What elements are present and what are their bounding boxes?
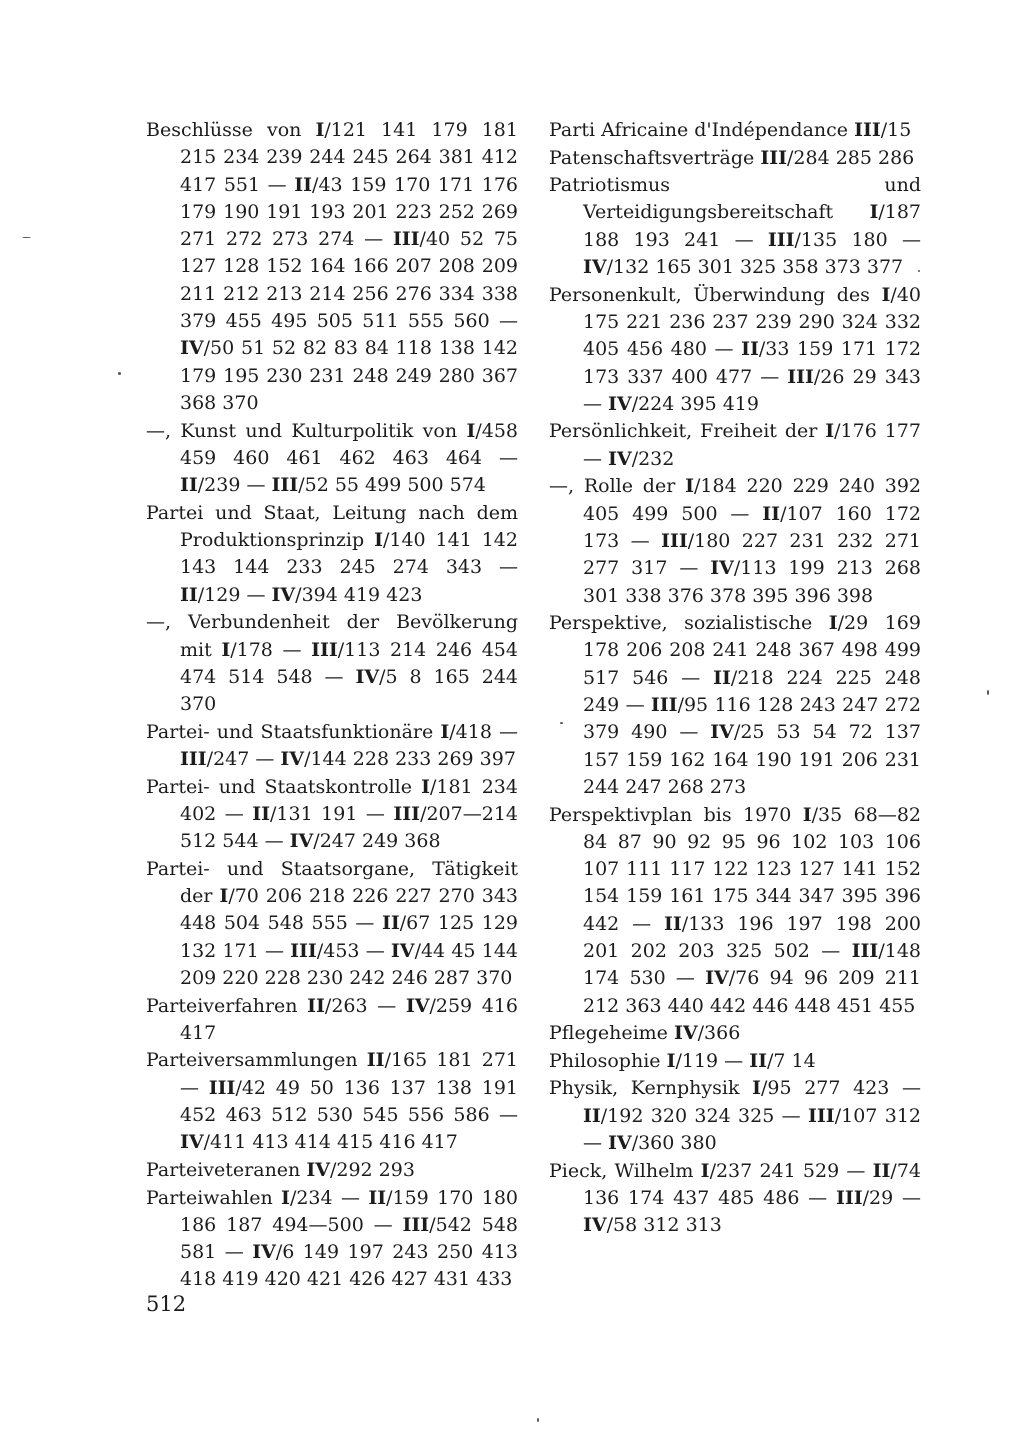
volume-number: I <box>700 1159 710 1182</box>
entry-text: /44 45 144 209 220 228 230 242 246 287 370 <box>180 939 518 989</box>
entry-text: Personenkult, Überwindung des <box>549 283 882 306</box>
entry-text: /76 94 96 209 211 212 363 440 442 446 448 451 455 <box>583 967 922 1017</box>
entry-text: /121 141 179 181 215 234 239 244 245 264 381 412 417 551 — <box>180 119 518 196</box>
volume-number: II <box>749 1049 767 1072</box>
volume-number: II <box>294 173 313 196</box>
entry-text: /95 116 128 243 247 272 379 490 — <box>583 694 921 744</box>
entry-text: /184 220 229 240 392 405 499 500 — <box>583 475 921 525</box>
volume-number: I <box>219 885 229 908</box>
volume-number: III <box>661 529 688 552</box>
index-entry <box>146 1185 518 1294</box>
entry-text: /453 — <box>316 939 391 962</box>
entry-text: /176 177 — <box>583 420 921 470</box>
index-entry <box>549 473 921 609</box>
entry-text: /187 188 193 241 — <box>583 201 921 251</box>
index-entry <box>549 1158 921 1240</box>
entry-text: /15 <box>880 119 912 141</box>
entry-text: Partei- und Staatsorgane, Tätigkeit der <box>146 857 518 908</box>
entry-text: /366 <box>697 1022 741 1045</box>
scan-speck <box>987 690 989 695</box>
index-entry <box>146 500 518 609</box>
volume-number: IV <box>705 967 729 990</box>
volume-number: III <box>271 474 299 497</box>
volume-number: I <box>221 638 231 661</box>
volume-number: III <box>835 1186 863 1209</box>
entry-text: /234 — <box>289 1186 369 1209</box>
volume-number: I <box>825 420 835 443</box>
entry-text: Perspektivplan bis 1970 <box>549 803 803 826</box>
entry-text: Pieck, Wilhelm <box>549 1159 701 1182</box>
volume-number: IV <box>583 1214 607 1237</box>
volume-number: IV <box>289 830 314 853</box>
index-entry <box>146 719 518 774</box>
volume-number: I <box>440 720 450 743</box>
entry-text: /224 395 419 <box>631 392 759 415</box>
entry-text: /29 169 178 206 208 241 248 367 498 499 517 546 — <box>583 612 921 689</box>
index-entry <box>549 802 921 1020</box>
entry-text: /360 380 <box>631 1131 717 1154</box>
entry-text: /26 29 343 — <box>583 365 921 415</box>
entry-text: /119 — <box>675 1049 750 1072</box>
entry-text: /131 191 — <box>270 802 394 825</box>
entry-text: —, Kunst und Kulturpolitik von <box>146 419 467 442</box>
entry-text: —, Rolle der <box>549 475 686 498</box>
entry-text: /418 — <box>449 720 518 743</box>
volume-number: I <box>281 1186 290 1209</box>
volume-number: IV <box>583 256 607 279</box>
index-entry <box>146 774 518 856</box>
entry-text: /129 — <box>197 583 272 606</box>
entry-text: /542 548 581 — <box>180 1213 518 1264</box>
entry-text: /43 159 170 171 176 179 190 191 193 201 223 252 269 271 272 273 274 — <box>180 173 518 251</box>
scan-speck <box>918 270 920 272</box>
entry-text: Physik, Kernphysik <box>549 1077 753 1100</box>
entry-text: /239 — <box>197 474 272 497</box>
volume-number: III <box>392 228 420 251</box>
index-entry <box>146 609 518 718</box>
volume-number: IV <box>355 665 380 688</box>
entry-text: /284 285 286 <box>786 146 915 169</box>
entry-text: Pflegeheime <box>549 1022 674 1045</box>
volume-number: II <box>583 1104 601 1127</box>
volume-number: IV <box>608 447 632 470</box>
scan-speck <box>560 722 563 724</box>
entry-text: /263 — <box>324 994 406 1017</box>
volume-number: III <box>402 1213 430 1236</box>
index-entry <box>146 1157 518 1184</box>
index-entry <box>549 145 921 172</box>
volume-number: II <box>307 994 325 1017</box>
entry-text: /7 14 <box>766 1049 816 1072</box>
entry-text: —, Verbundenheit der Bevölkerung mit <box>146 611 518 661</box>
index-entry <box>549 117 921 144</box>
volume-number: IV <box>710 721 734 744</box>
volume-number: IV <box>608 1131 632 1154</box>
volume-number: II <box>872 1159 891 1182</box>
volume-number: III <box>854 119 881 141</box>
entry-text: /148 174 530 — <box>583 939 921 990</box>
entry-text: Parteiwahlen <box>146 1186 282 1209</box>
entry-text: /67 125 129 132 171 — <box>180 912 518 962</box>
volume-number: IV <box>710 557 734 580</box>
volume-number: II <box>762 502 781 525</box>
entry-text: Partei- und Staatskontrolle <box>146 775 422 798</box>
index-entry <box>549 1075 921 1157</box>
entry-text: Parteiveteranen <box>146 1158 307 1181</box>
entry-text: /29 — <box>862 1186 921 1209</box>
volume-number: III <box>311 638 338 661</box>
entry-text: /207—214 512 544 — <box>180 802 518 853</box>
index-entry <box>549 282 921 418</box>
volume-number: II <box>252 802 271 825</box>
volume-number: I <box>666 1049 676 1072</box>
entry-text: /133 196 197 198 200 201 202 203 325 502 — <box>583 912 921 962</box>
entry-text: /50 51 52 82 83 84 118 138 142 179 195 230 231 248 249 280 367 368 370 <box>180 337 518 414</box>
volume-number: III <box>393 802 421 825</box>
entry-text: /159 170 180 186 187 494—500 — <box>180 1186 518 1236</box>
entry-text: /165 181 271 — <box>180 1049 518 1099</box>
volume-number: IV <box>673 1022 698 1045</box>
entry-text: /237 241 529 — <box>709 1159 873 1182</box>
entry-text: /113 214 246 454 474 514 548 — <box>180 638 518 688</box>
entry-text: /247 249 368 <box>313 830 441 853</box>
entry-text: /107 312 — <box>583 1104 921 1154</box>
entry-text: /180 227 231 232 271 277 317 — <box>583 529 921 580</box>
volume-number: III <box>787 365 814 388</box>
entry-text: /181 234 402 — <box>180 775 518 825</box>
entry-text: Philosophie <box>549 1049 667 1072</box>
volume-number: II <box>366 1049 385 1072</box>
volume-number: IV <box>180 337 204 360</box>
volume-number: I <box>828 612 838 635</box>
entry-text: Persönlichkeit, Freiheit der <box>549 420 826 443</box>
volume-number: III <box>808 1104 835 1127</box>
entry-text: Patriotismus und Verteidigungsbereitschaft <box>549 174 921 224</box>
volume-number: IV <box>280 748 305 771</box>
entry-text: /33 159 171 172 173 337 400 477 — <box>583 338 921 388</box>
volume-number: III <box>650 694 678 717</box>
index-entry <box>549 610 921 801</box>
index-entry <box>549 418 921 473</box>
entry-text: /113 199 213 268 301 338 376 378 395 396 398 <box>583 557 921 607</box>
volume-number: IV <box>306 1158 330 1181</box>
scan-speck <box>22 237 31 238</box>
volume-number: IV <box>608 392 632 415</box>
volume-number: III <box>767 228 795 251</box>
entry-text: /95 277 423 — <box>761 1077 922 1100</box>
volume-number: III <box>290 939 317 962</box>
volume-number: II <box>713 666 731 689</box>
volume-number: IV <box>252 1241 276 1264</box>
right-column <box>549 117 921 1240</box>
volume-number: I <box>869 201 879 224</box>
entry-text: /218 224 225 248 249 — <box>583 666 921 717</box>
entry-text: /292 293 <box>329 1158 415 1181</box>
entry-text: Patenschaftsverträge <box>549 146 761 169</box>
index-entry <box>549 1020 921 1047</box>
entry-text: Parteiverfahren <box>146 994 308 1017</box>
index-entry <box>146 117 518 417</box>
entry-text: /35 68—82 84 87 90 92 95 96 102 103 106 107 111 117 122 123 127 141 152 154 159 161 175 344 347 395 396 442 — <box>583 803 921 935</box>
volume-number: II <box>180 583 198 606</box>
entry-text: /247 — <box>206 748 281 771</box>
volume-number: II <box>381 912 400 935</box>
volume-number: I <box>421 775 430 798</box>
volume-number: I <box>802 803 812 826</box>
volume-number: III <box>851 939 879 962</box>
entry-text: /5 8 165 244 370 <box>180 665 518 716</box>
entry-text: Beschlüsse von <box>146 119 316 141</box>
volume-number: IV <box>180 1131 204 1154</box>
entry-text: /178 — <box>230 638 312 661</box>
volume-number: I <box>685 475 695 498</box>
scan-speck <box>537 1418 539 1422</box>
entry-text: /144 228 233 269 397 <box>304 748 516 771</box>
volume-number: I <box>752 1077 762 1100</box>
volume-number: II <box>368 1186 387 1209</box>
index-entry <box>146 418 518 500</box>
entry-text: /107 160 172 173 — <box>583 502 921 552</box>
entry-text: /40 52 75 127 128 152 164 166 207 208 209 211 212 213 214 256 276 334 338 379 455 495 505 511 555 560 — <box>180 228 518 333</box>
entry-text: /458 459 460 461 462 463 464 — <box>180 419 518 469</box>
entry-text: /52 55 499 500 574 <box>298 474 486 497</box>
scan-speck <box>118 372 121 375</box>
left-column <box>146 117 518 1294</box>
volume-number: IV <box>405 994 430 1017</box>
index-entry <box>549 172 921 281</box>
entry-text: /394 419 423 <box>295 583 423 606</box>
entry-text: /135 180 — <box>794 228 921 251</box>
entry-text: /140 141 142 143 144 233 245 274 343 — <box>180 529 518 579</box>
volume-number: IV <box>390 939 415 962</box>
index-entry <box>549 1048 921 1075</box>
entry-text: /232 <box>631 447 675 470</box>
entry-text: /6 149 197 243 250 413 418 419 420 421 426 427 431 433 <box>180 1241 518 1291</box>
volume-number: I <box>466 419 476 442</box>
entry-text: /132 165 301 325 358 373 377 <box>606 256 904 279</box>
volume-number: III <box>208 1076 236 1099</box>
entry-text: /259 416 417 <box>180 994 518 1044</box>
entry-text: /25 53 54 72 137 157 159 162 164 190 191 206 231 244 247 268 273 <box>583 721 921 798</box>
volume-number: I <box>881 283 891 306</box>
entry-text: Partei- und Staatsfunktionäre <box>146 720 441 743</box>
volume-number: IV <box>271 583 296 606</box>
entry-text: Perspektive, sozialistische <box>549 612 829 635</box>
index-entry <box>146 856 518 992</box>
entry-text: /74 136 174 437 485 486 — <box>583 1159 921 1209</box>
entry-text: Parteiversammlungen <box>146 1049 367 1072</box>
volume-number: II <box>664 912 682 935</box>
volume-number: I <box>315 119 325 141</box>
index-entry <box>146 1047 518 1156</box>
volume-number: III <box>180 748 207 771</box>
entry-text: /70 206 218 226 227 270 343 448 504 548 555 — <box>180 885 519 935</box>
entry-text: /42 49 50 136 137 138 191 452 463 512 530 545 556 586 — <box>180 1076 518 1127</box>
entry-text: /411 413 414 415 416 417 <box>203 1131 458 1154</box>
volume-number: I <box>374 529 383 552</box>
volume-number: III <box>760 146 787 169</box>
index-entry <box>146 993 518 1048</box>
entry-text: /192 320 324 325 — <box>600 1104 809 1127</box>
volume-number: II <box>180 474 198 497</box>
entry-text: /40 175 221 236 237 239 290 324 332 405 456 480 — <box>583 283 921 361</box>
volume-number: II <box>741 338 759 361</box>
page-number: 512 <box>146 1292 187 1316</box>
entry-text: Partei und Staat, Leitung nach dem Produktionsprinzip <box>146 501 518 552</box>
entry-text: /58 312 313 <box>606 1214 722 1237</box>
entry-text: Parti Africaine d'Indépendance <box>549 119 855 141</box>
